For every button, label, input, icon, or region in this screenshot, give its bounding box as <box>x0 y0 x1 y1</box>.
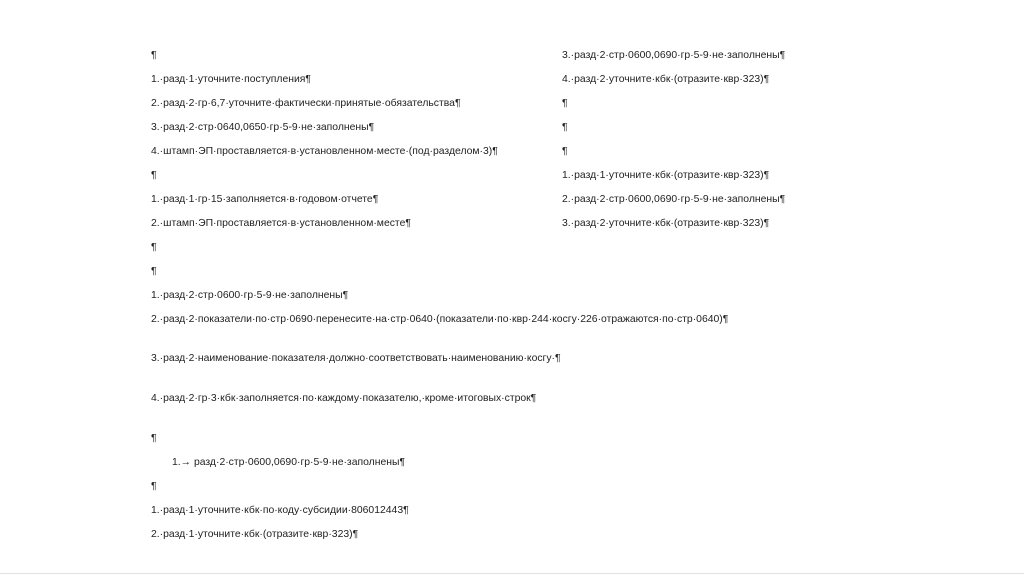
paragraph-mark: ¶ <box>151 50 157 61</box>
paragraph-mark: ¶ <box>562 122 568 133</box>
paragraph-mark: ¶ <box>151 481 157 492</box>
note-line: 4.·разд·2·гр·3·кбк·заполняется·по·каждому·показателю,·кроме·итоговых·строк¶ <box>151 393 537 404</box>
paragraph-mark: ¶ <box>151 433 157 444</box>
note-line: 3.·разд·2·стр·0600,0690·гр·5-9·не·заполнены¶ <box>562 50 786 61</box>
note-line: 1.·разд·1·уточните·кбк·(отразите·квр·323)¶ <box>562 170 770 181</box>
paragraph-mark: ¶ <box>151 242 157 253</box>
paragraph-mark: ¶ <box>151 170 157 181</box>
note-line: 1.·разд·1·уточните·кбк·по·коду·субсидии·806012443¶ <box>151 505 409 516</box>
note-line: 2.·разд·2·стр·0600,0690·гр·5-9·не·заполнены¶ <box>562 194 786 205</box>
paragraph-mark: ¶ <box>562 98 568 109</box>
note-line: 2.·разд·1·уточните·кбк·(отразите·квр·323)¶ <box>151 529 359 540</box>
paragraph-mark: ¶ <box>562 146 568 157</box>
note-line: 1.→ разд·2·стр·0600,0690·гр·5-9·не·заполнены¶ <box>172 457 406 468</box>
note-line: 4.·штамп·ЭП·проставляется·в·установленном·месте·(под·разделом·3)¶ <box>151 146 498 157</box>
note-line: 3.·разд·2·уточните·кбк·(отразите·квр·323)¶ <box>562 218 770 229</box>
note-line: 1.·разд·1·уточните·поступления¶ <box>151 74 311 85</box>
paragraph-mark: ¶ <box>151 266 157 277</box>
note-line: 1.·разд·1·гр·15·заполняется·в·годовом·отчете¶ <box>151 194 379 205</box>
note-line: 4.·разд·2·уточните·кбк·(отразите·квр·323)¶ <box>562 74 770 85</box>
note-line: 2.·штамп·ЭП·проставляется·в·установленном·месте¶ <box>151 218 411 229</box>
note-line: 2.·разд·2·показатели·по·стр·0690·перенесите·на·стр·0640·(показатели·по·квр·244·косгу·226·отражаются·по·стр·0640)¶ <box>151 314 729 325</box>
note-line: 3.·разд·2·стр·0640,0650·гр·5-9·не·заполнены¶ <box>151 122 375 133</box>
note-line: 2.·разд·2·гр·6,7·уточните·фактически·принятые·обязательства¶ <box>151 98 461 109</box>
note-line: 1.·разд·2·стр·0600·гр·5-9·не·заполнены¶ <box>151 290 349 301</box>
note-line: 3.·разд·2·наименование·показателя·должно·соответствовать·наименованию·косгу·¶ <box>151 353 561 364</box>
